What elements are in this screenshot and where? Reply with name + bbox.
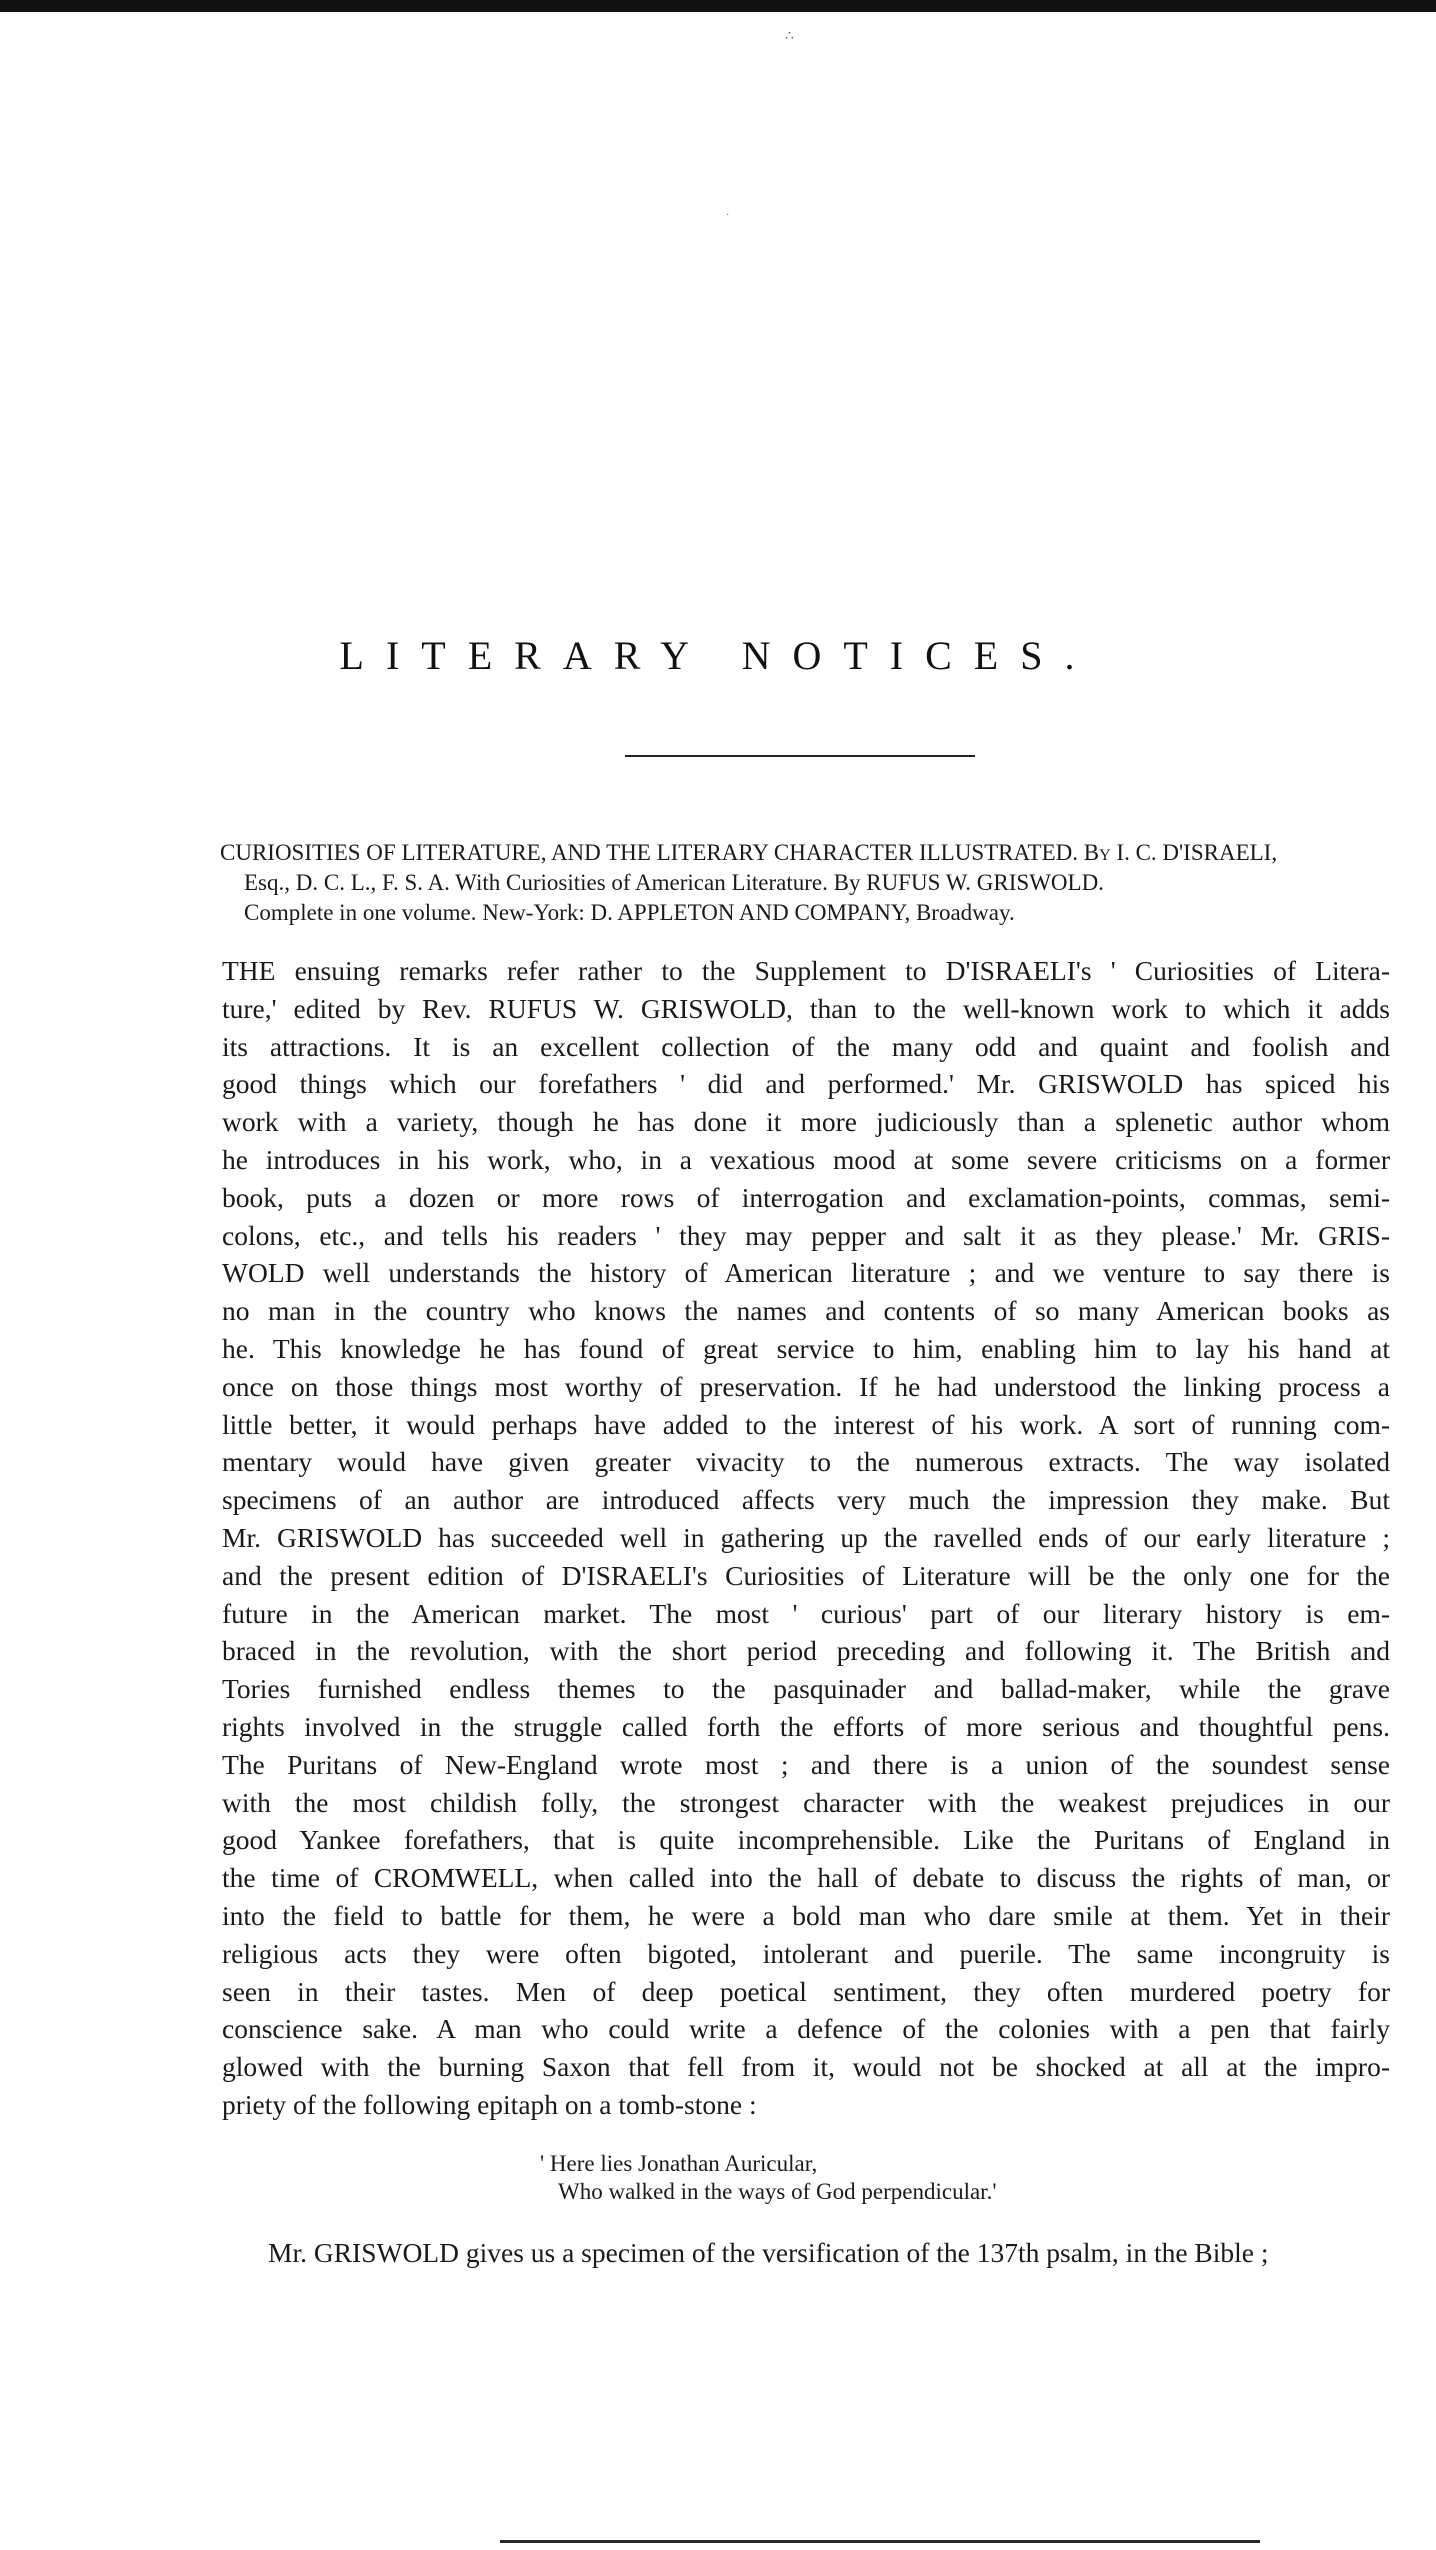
body-line: priety of the following epitaph on a tomb-stone : — [222, 2088, 757, 2120]
body-line: good things which our forefathers ' did and performed.' Mr. GRISWOLD has spiced his — [222, 1068, 1390, 1100]
body-line: mentary would have given greater vivacity to the numerous extracts. The way isolated — [222, 1446, 1390, 1478]
body-line: religious acts they were often bigoted, intolerant and puerile. The same incongruity is — [222, 1937, 1390, 1969]
body-line: future in the American market. The most ' curious' part of our literary history is em- — [222, 1597, 1390, 1629]
page-title: LITERARY NOTICES. — [339, 633, 1097, 678]
epitaph-quote — [540, 2150, 996, 2206]
body-line: and the present edition of D'ISRAELI's Curiosities of Literature will be the only one for the — [222, 1559, 1390, 1591]
citation-line: Complete in one volume. New-York: D. APPLETON AND COMPANY, Broadway. — [244, 900, 1015, 925]
epitaph-line: ' Here lies Jonathan Auricular, — [540, 2151, 818, 2176]
body-line: its attractions. It is an excellent collection of the many odd and quaint and foolish and — [222, 1030, 1390, 1062]
body-line: braced in the revolution, with the short period preceding and following it. The British and — [222, 1635, 1390, 1667]
body-line: WOLD well understands the history of American literature ; and we venture to say there is — [222, 1257, 1390, 1289]
body-line: the time of CROMWELL, when called into the hall of debate to discuss the rights of man, or — [222, 1862, 1390, 1894]
epitaph-line: Who walked in the ways of God perpendicular.' — [558, 2179, 997, 2204]
scan-dot-mark: · — [726, 210, 730, 221]
scan-speck-mark: ∴ — [785, 29, 794, 44]
citation-line: CURIOSITIES OF LITERATURE, AND THE LITERARY CHARACTER ILLUSTRATED. By I. C. D'ISRAELI, — [220, 840, 1278, 865]
closing-paragraph: Mr. GRISWOLD gives us a specimen of the versification of the 137th psalm, in the Bible ; — [268, 2237, 1269, 2268]
citation-line: Esq., D. C. L., F. S. A. With Curiosities of American Literature. By RUFUS W. GRISWOLD. — [244, 870, 1104, 895]
body-line: Mr. GRISWOLD has succeeded well in gathering up the ravelled ends of our early literature ; — [222, 1521, 1390, 1553]
review-body — [222, 952, 1390, 2124]
body-line: Tories furnished endless themes to the pasquinader and ballad-maker, while the grave — [222, 1673, 1390, 1705]
body-line: with the most childish folly, the strongest character with the weakest prejudices in our — [222, 1786, 1390, 1818]
body-line: into the field to battle for them, he were a bold man who dare smile at them. Yet in their — [222, 1899, 1390, 1931]
heading-divider — [625, 755, 975, 757]
bottom-page-edge — [500, 2540, 1260, 2543]
body-line: seen in their tastes. Men of deep poetical sentiment, they often murdered poetry for — [222, 1975, 1390, 2007]
body-line: The Puritans of New-England wrote most ; and there is a union of the soundest sense — [222, 1748, 1390, 1780]
body-line: good Yankee forefathers, that is quite incomprehensible. Like the Puritans of England in — [222, 1824, 1390, 1856]
body-line: no man in the country who knows the names and contents of so many American books as — [222, 1295, 1390, 1327]
body-line: conscience sake. A man who could write a defence of the colonies with a pen that fairly — [222, 2013, 1390, 2045]
body-line: work with a variety, though he has done it more judiciously than a splenetic author whom — [222, 1106, 1390, 1138]
body-line: rights involved in the struggle called forth the efforts of more serious and thoughtful pens. — [222, 1710, 1390, 1742]
body-line: ture,' edited by Rev. RUFUS W. GRISWOLD, than to the well-known work to which it adds — [222, 992, 1390, 1024]
body-line: specimens of an author are introduced affects very much the impression they make. But — [222, 1484, 1390, 1516]
body-line: he introduces in his work, who, in a vexatious mood at some severe criticisms on a former — [222, 1143, 1390, 1175]
top-page-edge — [0, 0, 1436, 12]
body-line: book, puts a dozen or more rows of interrogation and exclamation-points, commas, semi- — [222, 1181, 1390, 1213]
body-line: glowed with the burning Saxon that fell from it, would not be shocked at all at the impro- — [222, 2051, 1390, 2083]
body-line: once on those things most worthy of preservation. If he had understood the linking process a — [222, 1370, 1390, 1402]
book-citation — [220, 838, 1390, 928]
body-line: colons, etc., and tells his readers ' they may pepper and salt it as they please.' Mr. GRIS- — [222, 1219, 1390, 1251]
body-line: he. This knowledge he has found of great service to him, enabling him to lay his hand at — [222, 1332, 1390, 1364]
body-line: little better, it would perhaps have added to the interest of his work. A sort of running com- — [222, 1408, 1390, 1440]
body-line: THE ensuing remarks refer rather to the Supplement to D'ISRAELI's ' Curiosities of Litera- — [222, 955, 1390, 986]
